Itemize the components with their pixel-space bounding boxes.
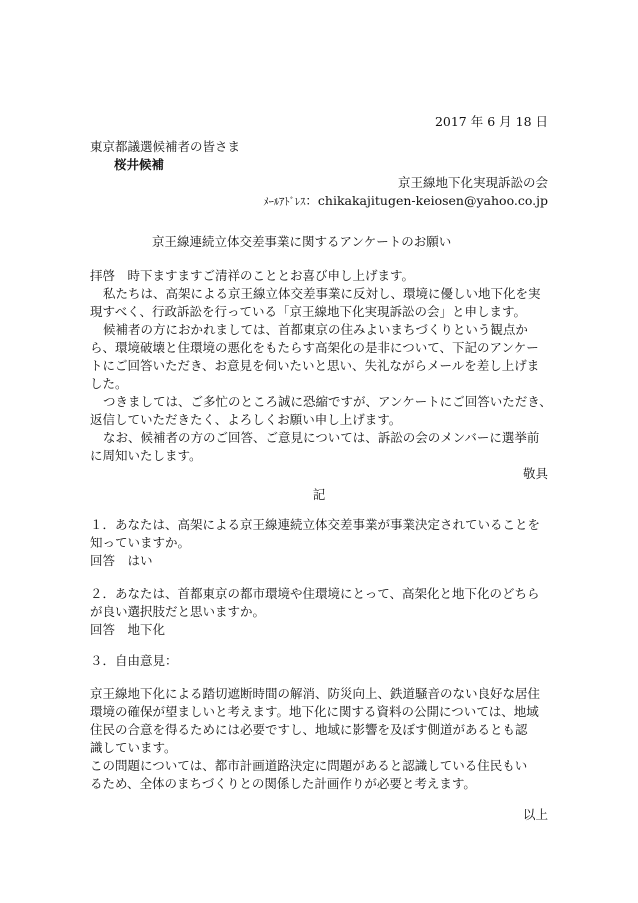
body-line: 候補者の方におかれましては、首都東京の住みよいまちづくりという観点か [103, 322, 528, 337]
opinion-line: 住民の合意を得るためには必要ですし、地域に影響を及ぼす側道があるとも認 [90, 722, 528, 737]
email-address: ：chikakajitugen-keiosen@yahoo.co.jp [305, 193, 548, 208]
body-line: 返信していただきたく、よろしくお願い申し上げます。 [90, 412, 402, 427]
body-line: 現すべく、行政訴訟を行っている「京王線地下化実現訴訟の会」と申します。 [90, 304, 527, 319]
body-line: 私たちは、高架による京王線立体交差事業に反対し、環境に優しい地下化を実 [103, 286, 541, 301]
opinion-line: 京王線地下化による踏切遮断時間の解消、防災向上、鉄道騒音のない良好な居住 [90, 686, 541, 701]
body-line: ら、環境破壊と住環境の悪化をもたらす高架化の是非について、下記のアンケー [90, 340, 539, 355]
question-2-line: ２．あなたは、首都東京の都市環境や住環境にとって、高架化と地下化のどちら [90, 586, 540, 601]
body-line: した。 [90, 376, 128, 391]
body-line: つきましては、ご多忙のところ誠に恐縮ですが、アンケートにご回答いただき、 [103, 394, 552, 409]
opinion-line: るため、全体のまちづくりとの関係した計画作りが必要と考えます。 [90, 776, 476, 791]
question-3-heading: ３．自由意見： [90, 653, 178, 668]
body-line: トにご回答いただき、お意見を伺いたいと思い、失礼ながらメールを差し上げま [90, 358, 540, 373]
question-1-answer: 回答 はい [90, 553, 153, 568]
candidate-name: 桜井候補 [114, 157, 165, 172]
opinion-line: 識しています。 [90, 740, 177, 755]
opinion-line: 環境の確保が望ましいと考えます。地下化に関する資料の公開については、地域 [90, 704, 539, 719]
closing-ijou: 以上 [522, 807, 548, 822]
recipient-line: 東京都議選候補者の皆さま [90, 139, 241, 154]
question-2-answer: 回答 地下化 [90, 622, 166, 637]
closing-keigu: 敬具 [522, 466, 548, 481]
sender-name: 京王線地下化実現訴訟の会 [397, 175, 548, 190]
body-line: なお、候補者の方のご回答、ご意見については、訴訟の会のメンバーに選挙前 [103, 430, 540, 445]
body-line: に周知いたします。 [90, 448, 202, 463]
ki-heading: 記 [312, 487, 326, 502]
opinion-line: この問題については、都市計画道路決定に問題があると認識している住民もい [90, 758, 528, 773]
question-2-line: が良い選択肢だと思いますか。 [90, 604, 266, 619]
question-1-line: １．あなたは、高架による京王線連続立体交差事業が事業決定されていることを [90, 517, 541, 532]
sender-email-line [90, 192, 548, 211]
question-1-line: 知っていますか。 [90, 535, 191, 550]
document-title: 京王線連続立体交差事業に関するアンケートのお願い [152, 234, 452, 249]
letter-date: 2017 年 6 月 18 日 [434, 114, 548, 129]
body-line: 拝啓 時下ますますご清祥のこととお喜び申し上げます。 [90, 268, 415, 283]
email-label: ﾒｰﾙｱﾄﾞﾚｽ [263, 196, 306, 208]
